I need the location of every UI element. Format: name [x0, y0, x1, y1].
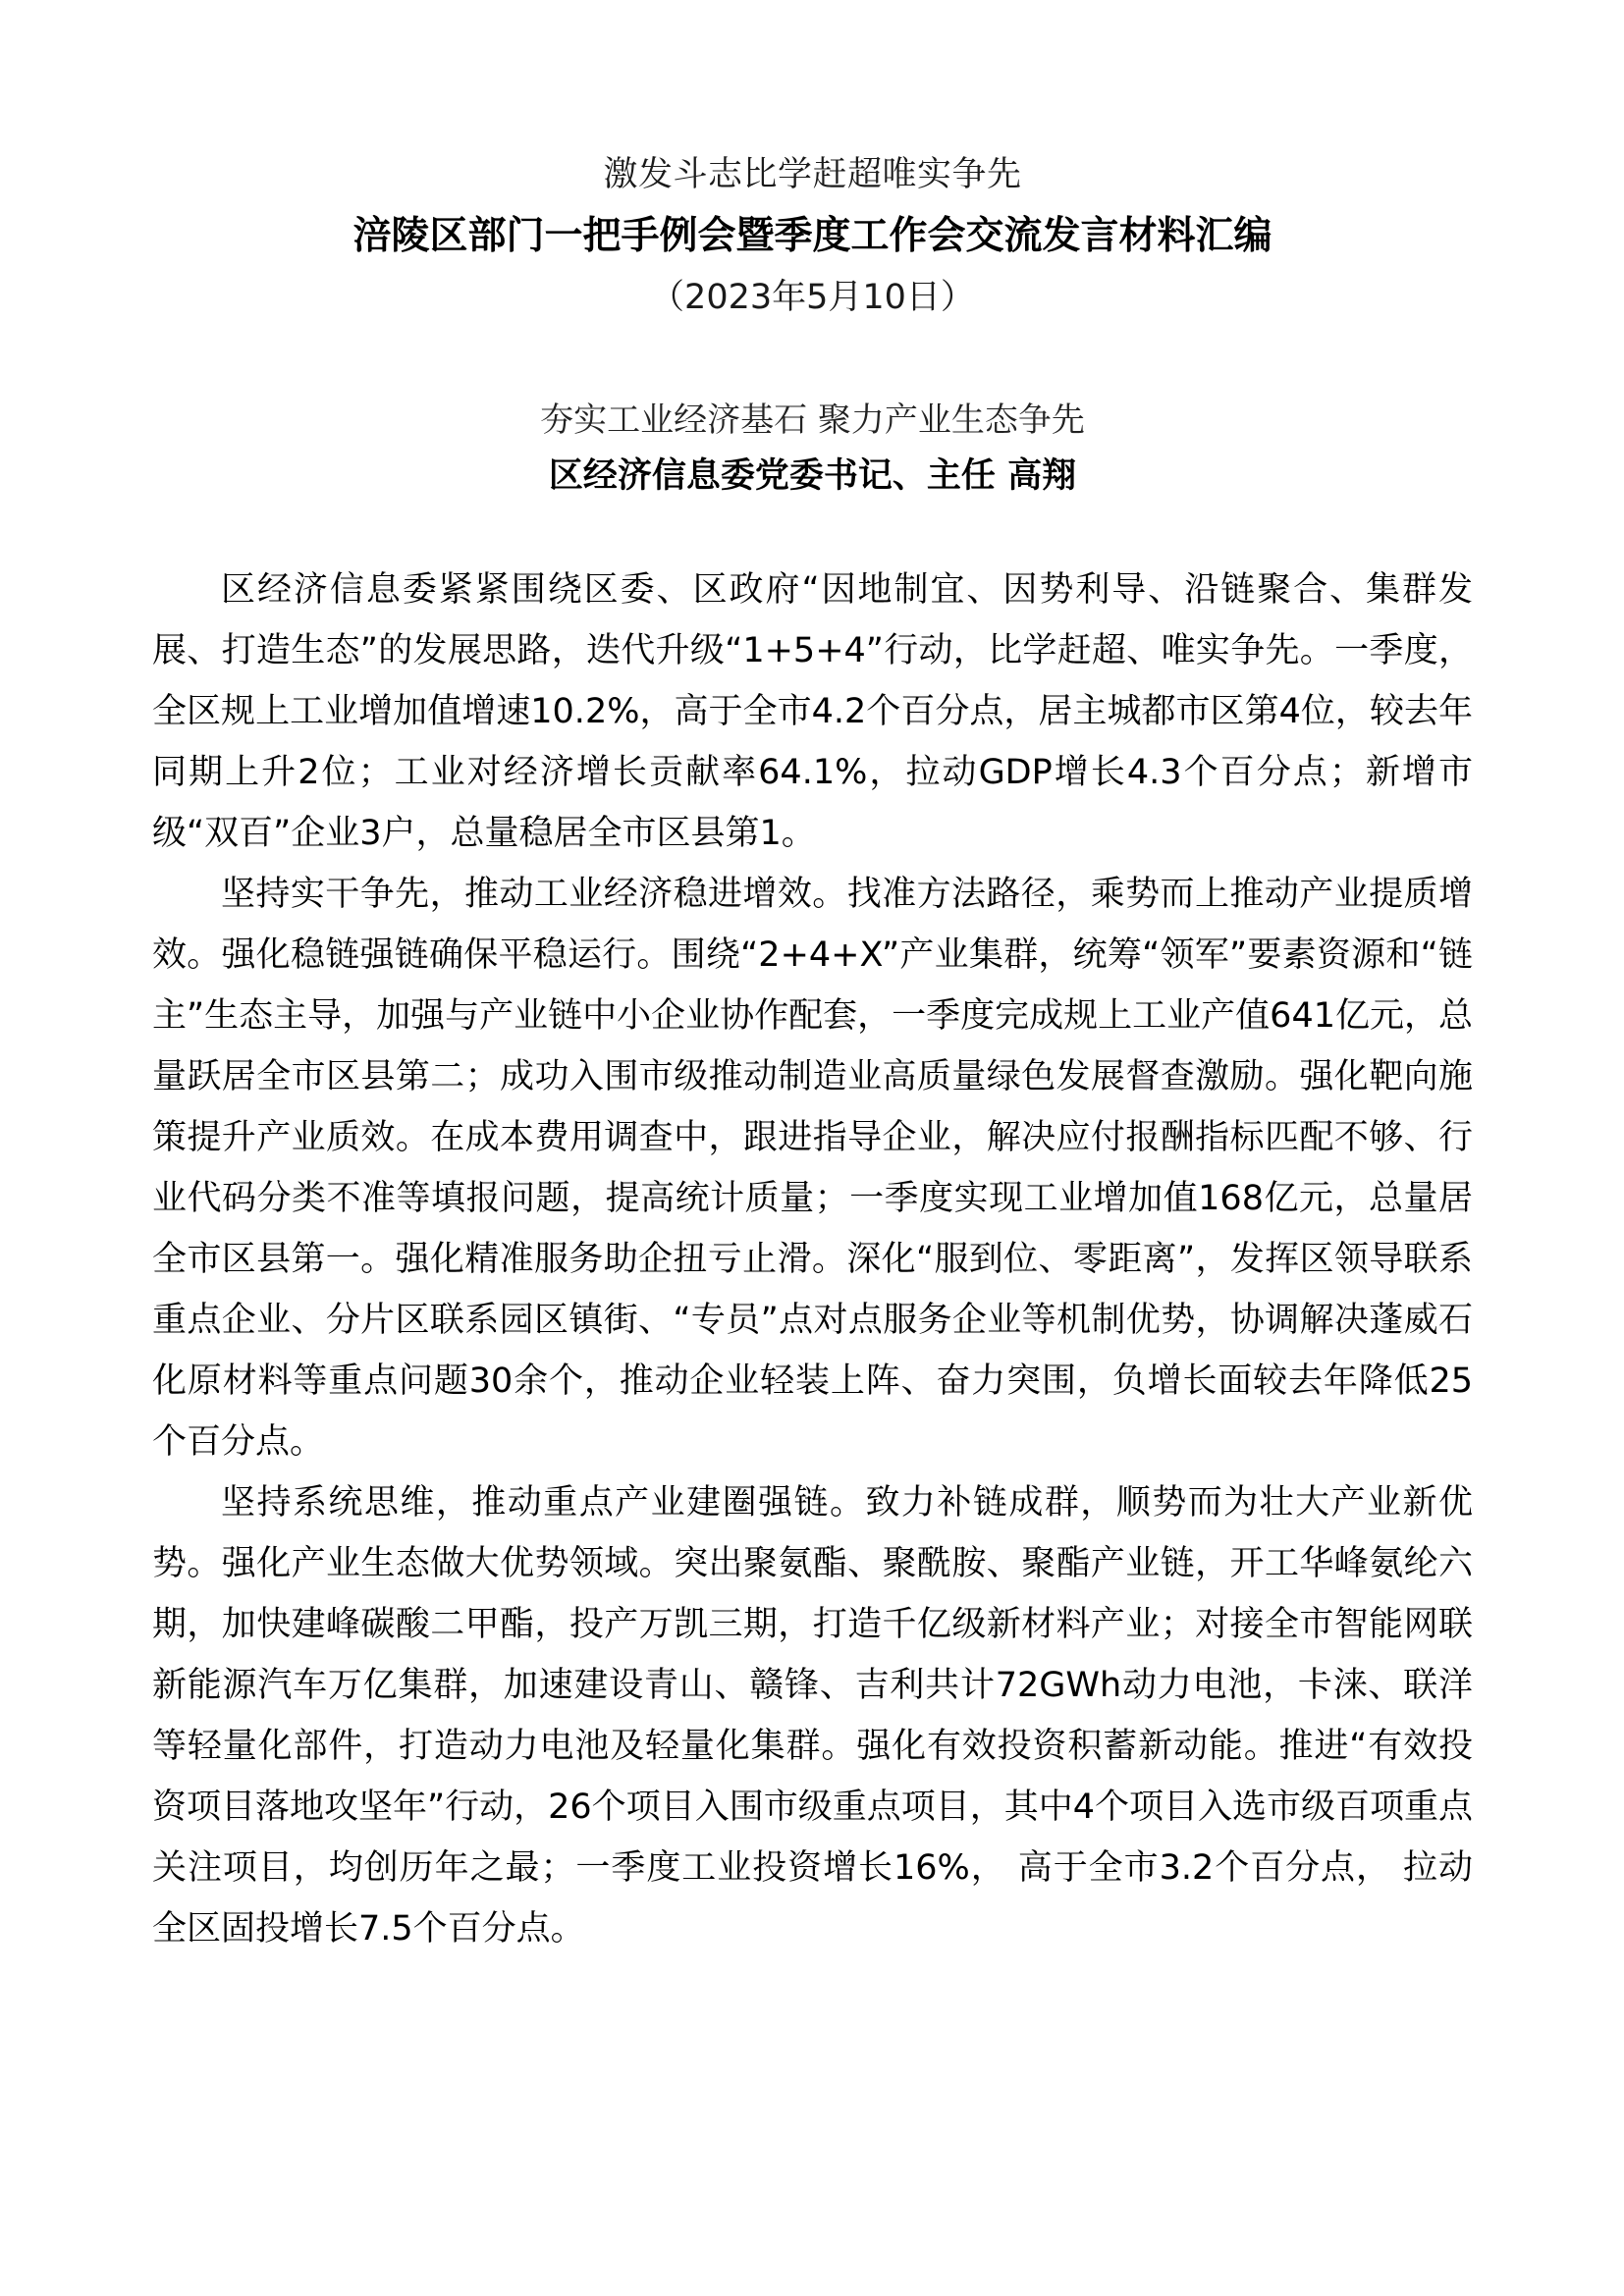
body-paragraph-3: 坚持系统思维，推动重点产业建圈强链。致力补链成群，顺势而为壮大产业新优势。强化产业生态做大优势领域。突出聚氨酯、聚酰胺、聚酯产业链，开工华峰氨纶六期，加快建峰碳酸二甲酯，投产万凯三期，打造千亿级新材料产业；对接全市智能网联新能源汽车万亿集群，加速建设青山、赣锋、吉利共计72GWh动力电池，卡涞、联洋等轻量化部件，打造动力电池及轻量化集群。强化有效投资积蓄新动能。推进“有效投资项目落地攻坚年”行动，26个项目入围市级重点项目，其中4个项目入选市级百项重点关注项目，均创历年之最；一季度工业投资增长16%， 高于全市3.2个百分点， 拉动全区固投增长7.5个百分点。	[152, 1483, 1473, 1949]
document-body	[152, 560, 1473, 1959]
body-paragraph-2: 坚持实干争先，推动工业经济稳进增效。找准方法路径，乘势而上推动产业提质增效。强化稳链强链确保平稳运行。围绕“2+4+X”产业集群，统筹“领军”要素资源和“链主”生态主导，加强与产业链中小企业协作配套，一季度完成规上工业产值641亿元，总量跃居全市区县第二；成功入围市级推动制造业高质量绿色发展督查激励。强化靶向施策提升产业质效。在成本费用调查中，跟进指导企业，解决应付报酬指标匹配不够、行业代码分类不准等填报问题，提高统计质量；一季度实现工业增加值168亿元，总量居全市区县第一。强化精准服务助企扭亏止滑。深化“服到位、零距离”，发挥区领导联系重点企业、分片区联系园区镇街、“专员”点对点服务企业等机制优势，协调解决蓬威石化原材料等重点问题30余个，推动企业轻装上阵、奋力突围，负增长面较去年降低25个百分点。	[152, 875, 1473, 1462]
header-slogan: 激发斗志比学赶超唯实争先	[603, 155, 1022, 194]
document-date: （2023年5月10日）	[650, 278, 975, 317]
document-title: 涪陵区部门一把手例会暨季度工作会交流发言材料汇编	[352, 214, 1272, 258]
section-header	[152, 395, 1473, 503]
section-topic: 夯实工业经济基石 聚力产业生态争先	[540, 400, 1085, 440]
section-speaker: 区经济信息委党委书记、主任 高翔	[548, 456, 1077, 496]
page-content-column	[152, 0, 1473, 1959]
body-paragraph-1: 区经济信息委紧紧围绕区委、区政府“因地制宜、因势利导、沿链聚合、集群发展、打造生态”的发展思路，迭代升级“1+5+4”行动，比学赶超、唯实争先。一季度，全区规上工业增加值增速10.2%，高于全市4.2个百分点，居主城都市区第4位，较去年同期上升2位；工业对经济增长贡献率64.1%，拉动GDP增长4.3个百分点；新增市级“双百”企业3户，总量稳居全市区县第1。	[152, 570, 1473, 853]
document-header	[152, 0, 1473, 324]
